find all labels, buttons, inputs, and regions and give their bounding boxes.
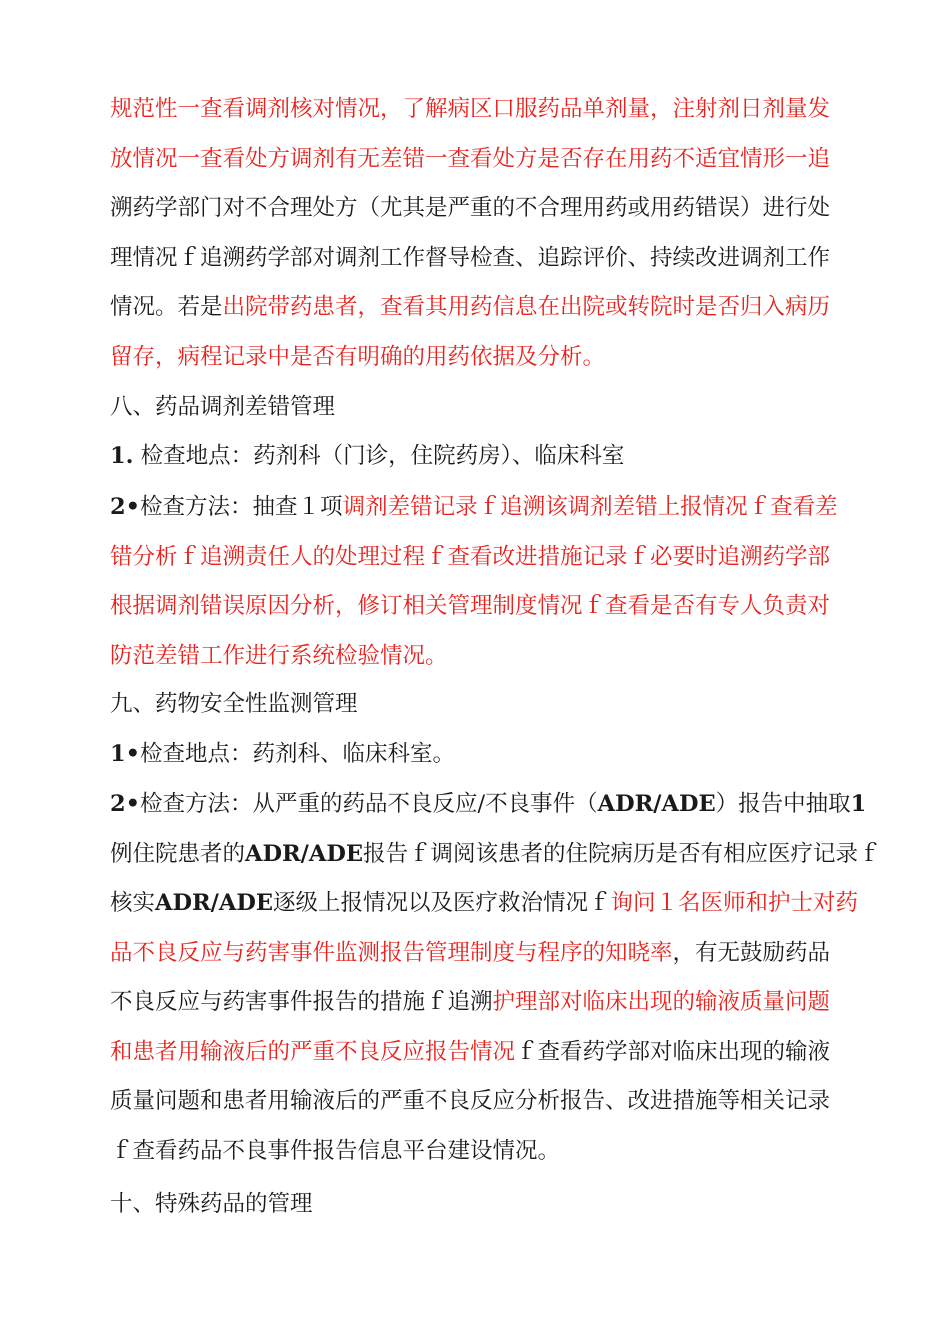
text-line (110, 234, 840, 284)
section-heading-dispensing-errors (110, 383, 840, 433)
text-line (110, 879, 859, 929)
text-span: 2• (110, 494, 141, 520)
highlighted-text: 调剂差错记录ｆ追溯该调剂差错上报情况ｆ查看差 (342, 494, 838, 520)
text-span: 1. (110, 443, 134, 469)
text-span: 核实 (110, 890, 156, 916)
item-inspection-method-2b (110, 780, 881, 1176)
text-span: 溯药学部门对不合理处方（尤其是严重的不合理用药或用药错误）进行处 (110, 195, 831, 221)
item-inspection-location-1 (110, 432, 840, 482)
text-line (110, 333, 840, 383)
text-line (110, 283, 840, 333)
paragraph-dispensing-review (110, 85, 840, 382)
text-span: 情况。若是 (110, 294, 223, 320)
text-span: 例住院患者的 (110, 840, 246, 867)
highlighted-text: 放情况一查看处方调剂有无差错一查看处方是否存在用药不适宜情形一追 (110, 145, 831, 172)
item-inspection-method-2 (110, 483, 840, 681)
highlighted-text: 品不良反应与药害事件监测报告管理制度与程序的知晓率 (110, 939, 673, 966)
text-span: 检查地点：药剂科（门诊，住院药房）、临床科室 (133, 443, 625, 469)
text-span: 检查方法：从严重的药品不良反应/不良事件（ (140, 791, 598, 817)
text-line (110, 184, 840, 234)
text-span: 报告ｆ调阅该患者的住院病历是否有相应医疗记录ｆ (363, 840, 881, 867)
text-span: 十、特殊药品的管理 (110, 1191, 313, 1217)
text-span: 质量问题和患者用输液后的严重不良反应分析报告、改进措施等相关记录 (110, 1088, 831, 1114)
text-line (110, 383, 840, 433)
text-line (110, 483, 840, 533)
text-span: 理情况ｆ追溯药学部对调剂工作督导检查、追踪评价、持续改进调剂工作 (110, 244, 831, 271)
item-inspection-location-1b (110, 730, 840, 780)
text-span: 检查方法：抽查１项 (140, 494, 343, 520)
text-span: 逐级上报情况以及医疗救治情况ｆ (273, 890, 611, 916)
text-line (110, 929, 840, 979)
highlighted-text: 错分析ｆ追溯责任人的处理过程ｆ查看改进措施记录ｆ必要时追溯药学部 (110, 543, 831, 570)
section-heading-drug-safety-monitoring (110, 680, 840, 730)
text-span: ，有无鼓励药品 (672, 939, 831, 966)
text-span: 九、药物安全性监测管理 (110, 691, 358, 717)
text-span: 检查地点：药剂科、临床科室。 (140, 741, 456, 767)
text-line (110, 1028, 840, 1078)
text-line (110, 1127, 840, 1177)
text-span: ADR/ADE (245, 840, 364, 867)
text-line (110, 830, 881, 880)
text-line (110, 582, 840, 632)
text-line (110, 85, 840, 135)
text-line (110, 135, 840, 185)
text-span: 不良反应与药害事件报告的措施ｆ追溯 (110, 989, 493, 1015)
highlighted-text: 出院带药患者，查看其用药信息在出院或转院时是否归入病历 (222, 294, 831, 320)
text-line (110, 780, 867, 830)
text-line (110, 730, 840, 780)
text-line (110, 1077, 840, 1127)
text-span: ｆ查看药学部对临床出现的输液 (515, 1038, 831, 1065)
text-line (110, 432, 840, 482)
text-span: ）报告中抽取 (715, 791, 851, 817)
section-heading-special-drugs (110, 1180, 840, 1230)
text-span: ｆ查看药品不良事件报告信息平台建设情况。 (110, 1137, 561, 1164)
text-span: 1 (850, 791, 867, 817)
text-span: 八、药品调剂差错管理 (110, 394, 336, 420)
text-line (110, 533, 840, 583)
text-line (110, 632, 840, 682)
highlighted-text: 询问１名医师和护士对药 (610, 890, 859, 916)
highlighted-text: 留存，病程记录中是否有明确的用药依据及分析。 (110, 343, 606, 370)
highlighted-text: 规范性一查看调剂核对情况，了解病区口服药品单剂量，注射剂日剂量发 (110, 96, 831, 122)
text-line (110, 680, 840, 730)
highlighted-text: 根据调剂错误原因分析，修订相关管理制度情况ｆ查看是否有专人负责对 (110, 593, 831, 619)
text-span: ADR/ADE (155, 890, 274, 916)
highlighted-text: 和患者用输液后的严重不良反应报告情况 (110, 1038, 516, 1065)
highlighted-text: 护理部对临床出现的输液质量问题 (492, 989, 831, 1015)
text-span: ADR/ADE (597, 791, 716, 817)
text-span: 1• (110, 741, 141, 767)
text-line (110, 978, 840, 1028)
text-span: 2• (110, 791, 141, 817)
text-line (110, 1180, 840, 1230)
highlighted-text: 防范差错工作进行系统检验情况。 (110, 642, 448, 669)
